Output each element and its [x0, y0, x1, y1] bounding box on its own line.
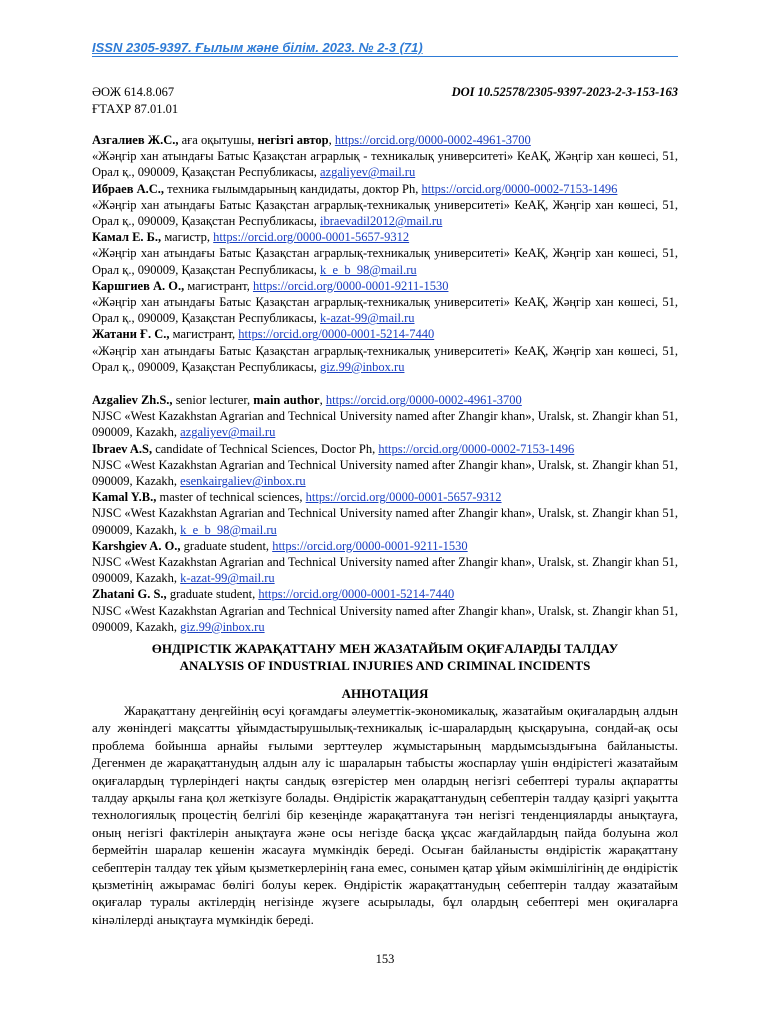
author-role: master of technical sciences, [156, 490, 306, 505]
author-line [92, 586, 678, 602]
page-number: 153 [375, 952, 395, 966]
affiliation-text: «Жәңгір хан атындағы Батыс Қазақстан аграрлық-техникалық университеті» КеАҚ, Жәңгір хан көшесі, 51, Орал қ., 090009, Қазақстан Республикасы, [92, 197, 678, 229]
email-link[interactable]: k_e_b_98@mail.ru [320, 262, 417, 277]
author-line [92, 278, 678, 294]
author-name: Azgaliev Zh.S., [92, 393, 173, 407]
email-link[interactable]: giz.99@inbox.ru [320, 359, 405, 374]
orcid-link[interactable]: https://orcid.org/0000-0001-5657-9312 [305, 490, 502, 505]
orcid-link[interactable]: https://orcid.org/0000-0002-4961-3700 [325, 393, 522, 407]
author-role: магистр, [161, 230, 214, 245]
author-name: Ibraev A.S, [92, 441, 153, 456]
email-link[interactable]: azgaliyev@mail.ru [180, 425, 276, 440]
abstract-text: Жарақаттану деңгейінің өсуі қоғамдағы әлеуметтік-экономикалық, жазатайым оқиғалардың алдын алу жөніндегі мақсатты ұйымдастырушылық-техникалық іс-шаралардың қысқаруына, сондай-ақ осы проблема бойынша арнайы ғылыми зерттеулер жұмыстарының мардымсыздығына байланысты. Дегенмен де жарақаттанудың алдын алу іс шараларын табысты жоспарлау үшін өндірістегі жазатайым оқиғалардың түрлеріндегі нақты сандық өзгерістер мен олардың негізгі себептері туралы ақпаратты талдау арқылы ғана қол жеткізуге болады. Өндірістік жарақаттанудың себептерін талдау қазіргі уақытта технологиялық процестің белгілі бір кезеңінде жарақаттануға тән негізгі тенденцияларды анықтауға, оның негізгі фактілерін анықтауға және осы негізде басқа ұқсас жағдайлардың пайда болуына жол бермейтін шаралар кешенін жасауға мүмкіндік береді. Осыған байланысты өндірістік жарақаттану себептерін талдау тек ұйым қызметкерлерінің ғана емес, сонымен қатар ұйым әкімшілігінің де өндірістік қызметінің ажырамас бөлігі болуы керек. Өндірістік жарақаттанудың себептерін талдау жазатайым оқиғалар туралы актілердің негізінде жүзеге асырылады, бұл олардың себептері мен оқиғаларға кінәлілерді анықтауға мүмкіндік береді. [92, 703, 678, 927]
affiliation-text: NJSC «West Kazakhstan Agrarian and Technical University named after Zhangir khan», Uralsk, st. Zhangir khan 51, 090009, Kazakh, [92, 457, 678, 489]
orcid-link[interactable]: https://orcid.org/0000-0002-7153-1496 [421, 181, 618, 196]
affiliation-text: «Жәңгір хан атындағы Батыс Қазақстан аграрлық-техникалық университеті» КеАҚ, Жәңгір хан көшесі, 51, Орал қ., 090009, Қазақстан Республикасы, [92, 295, 678, 326]
email-link[interactable]: azgaliyev@mail.ru [320, 165, 416, 180]
author-affiliation [92, 457, 678, 489]
author-role: candidate of Technical Sciences, Doctor Ph, [152, 441, 379, 456]
affiliation-text: NJSC «West Kazakhstan Agrarian and Technical University named after Zhangir khan», Uralsk, st. Zhangir khan 51, 090009, Kazakh, [92, 409, 678, 440]
grnti-code: ҒТАХР 87.01.01 [92, 102, 179, 116]
author-name: Каршгиев А. О., [92, 278, 185, 293]
author-affiliation [92, 294, 678, 326]
orcid-link[interactable]: https://orcid.org/0000-0002-7153-1496 [378, 441, 575, 456]
authors-en [92, 392, 678, 635]
author-role: graduate student, [180, 538, 273, 553]
orcid-link[interactable]: https://orcid.org/0000-0002-4961-3700 [334, 133, 531, 147]
author-role: аға оқытушы, [178, 133, 258, 147]
author-role: магистрант, [169, 327, 239, 342]
authors-kz [92, 132, 678, 375]
author-name: Камал Е. Б., [92, 230, 162, 245]
author-line [92, 441, 678, 457]
orcid-link[interactable]: https://orcid.org/0000-0001-9211-1530 [272, 538, 468, 553]
title-kz: ӨНДІРІСТІК ЖАРАҚАТТАНУ МЕН ЖАЗАТАЙЫМ ОҚИҒАЛАРДЫ ТАЛДАУ [151, 641, 619, 656]
author-affiliation [92, 408, 678, 440]
journal-header: ISSN 2305-9397. Ғылым және білім. 2023. № 2-3 (71) [92, 40, 678, 57]
author-role-bold: main author [253, 393, 320, 407]
affiliation-text: «Жәңгір хан атындағы Батыс Қазақстан аграрлық - техникалық университеті» КеАҚ, Жәңгір хан көшесі, 51, Орал қ., 090009, Қазақстан Республикасы, [92, 149, 678, 180]
author-name: Karshgiev A. O., [92, 538, 181, 553]
email-link[interactable]: k_e_b_98@mail.ru [180, 522, 277, 537]
orcid-link[interactable]: https://orcid.org/0000-0001-5214-7440 [238, 327, 435, 342]
author-role-suffix: , [319, 393, 326, 407]
email-link[interactable]: ibraevadil2012@mail.ru [320, 214, 443, 229]
affiliation-text: «Жәңгір хан атындағы Батыс Қазақстан аграрлық-техникалық университеті» КеАҚ, Жәңгір хан көшесі, 51, Орал қ., 090009, Қазақстан Республикасы, [92, 343, 678, 374]
author-line [92, 229, 678, 245]
author-name: Азгалиев Ж.С., [92, 133, 179, 147]
author-role-suffix: , [328, 133, 335, 147]
email-link[interactable]: esenkairgaliev@inbox.ru [180, 474, 306, 489]
email-link[interactable]: k-azat-99@mail.ru [320, 311, 415, 326]
udc-code: ӘОЖ 614.8.067 [92, 85, 175, 99]
author-role: graduate student, [166, 587, 259, 602]
author-role: senior lecturer, [172, 393, 254, 407]
author-name: Kamal Y.B., [92, 490, 157, 505]
author-line [92, 538, 678, 554]
author-affiliation [92, 245, 678, 277]
author-affiliation [92, 148, 678, 180]
doi: DOI 10.52578/2305-9397-2023-2-3-153-163 [451, 85, 678, 99]
author-affiliation [92, 554, 678, 586]
author-role: техника ғылымдарының кандидаты, доктор Ph, [164, 181, 422, 196]
meta-row [92, 84, 678, 101]
author-affiliation [92, 197, 678, 229]
author-line [92, 181, 678, 197]
author-role-bold: негізгі автор [257, 133, 329, 147]
author-name: Zhatani G. S., [92, 587, 167, 602]
author-line [92, 326, 678, 342]
email-link[interactable]: giz.99@inbox.ru [180, 619, 265, 634]
abstract-heading: АННОТАЦИЯ [341, 686, 429, 701]
affiliation-text: NJSC «West Kazakhstan Agrarian and Technical University named after Zhangir khan», Uralsk, st. Zhangir khan 51, 090009, Kazakh, [92, 555, 678, 586]
affiliation-text: NJSC «West Kazakhstan Agrarian and Technical University named after Zhangir khan», Uralsk, st. Zhangir khan 51, 090009, Kazakh, [92, 603, 678, 634]
author-line [92, 132, 678, 148]
author-name: Ибраев А.С., [92, 181, 165, 196]
author-affiliation [92, 505, 678, 537]
title-en: ANALYSIS OF INDUSTRIAL INJURIES AND CRIMINAL INCIDENTS [179, 658, 591, 673]
affiliation-text: «Жәңгір хан атындағы Батыс Қазақстан аграрлық-техникалық университеті» КеАҚ, Жәңгір хан көшесі, 51, Орал қ., 090009, Қазақстан Республикасы, [92, 246, 678, 277]
author-role: магистрант, [184, 278, 253, 293]
author-line [92, 392, 678, 408]
orcid-link[interactable]: https://orcid.org/0000-0001-5214-7440 [258, 587, 455, 602]
article-titles [92, 640, 678, 674]
author-affiliation [92, 603, 678, 635]
author-affiliation [92, 343, 678, 375]
orcid-link[interactable]: https://orcid.org/0000-0001-5657-9312 [213, 230, 410, 245]
author-name: Жатани Ғ. С., [92, 327, 170, 342]
affiliation-text: NJSC «West Kazakhstan Agrarian and Technical University named after Zhangir khan», Uralsk, st. Zhangir khan 51, 090009, Kazakh, [92, 506, 678, 537]
email-link[interactable]: k-azat-99@mail.ru [180, 571, 275, 586]
author-line [92, 489, 678, 505]
article-meta [92, 84, 678, 118]
orcid-link[interactable]: https://orcid.org/0000-0001-9211-1530 [252, 278, 449, 293]
